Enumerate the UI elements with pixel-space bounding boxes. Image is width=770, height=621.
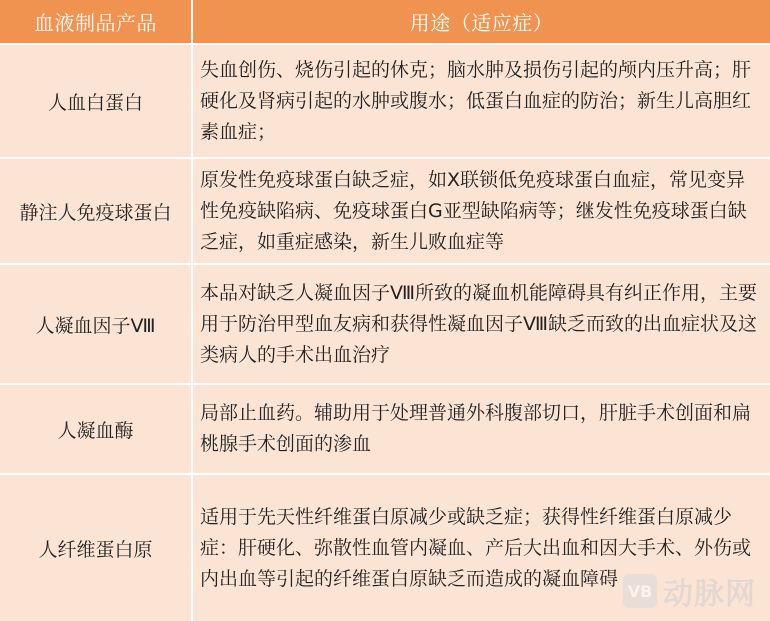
product-cell: 人凝血因子Ⅷ	[0, 265, 191, 385]
indication-cell	[193, 265, 770, 385]
indication-text: 原发性免疫球蛋白缺乏症，如X联锁低免疫球蛋白血症，常见变异性免疫缺陷病、免疫球蛋白G亚型缺陷病等；继发性免疫球蛋白缺乏症，如重症感染，新生儿败血症等	[200, 168, 747, 253]
indication-text: 失血创伤、烧伤引起的休克；脑水肿及损伤引起的颅内压升高；肝硬化及肾病引起的水肿或腹水；低蛋白血症的防治；新生儿高胆红素血症；	[200, 58, 752, 143]
indication-text: 适用于先天性纤维蛋白原减少或缺乏症；获得性纤维蛋白原减少症：肝硬化、弥散性血管内凝血、产后大出血和因大手术、外伤或内出血等引起的纤维蛋白原缺乏而造成的凝血障碍	[200, 505, 752, 590]
indication-text: 局部止血药。辅助用于处理普通外科腹部切口，肝脏手术创面和扁桃腺手术创面的渗血	[200, 402, 752, 455]
product-cell: 人纤维蛋白原	[0, 475, 191, 621]
header-product: 血液制品产品	[0, 0, 191, 45]
watermark-logo-icon: VB	[623, 574, 657, 608]
indication-cell	[193, 159, 770, 265]
indication-cell	[193, 385, 770, 475]
product-cell: 人凝血酶	[0, 385, 191, 475]
product-cell: 静注人免疫球蛋白	[0, 159, 191, 265]
indication-text: 本品对缺乏人凝血因子Ⅷ所致的凝血机能障碍具有纠正作用，主要用于防治甲型血友病和获得性凝血因子Ⅷ缺乏而致的出血症状及这类病人的手术出血治疗	[200, 281, 758, 366]
watermark	[623, 569, 756, 613]
indication-cell	[193, 45, 770, 159]
watermark-text: 动脉网	[663, 577, 756, 612]
header-indication: 用途（适应症）	[193, 0, 770, 45]
product-cell: 人血白蛋白	[0, 45, 191, 159]
